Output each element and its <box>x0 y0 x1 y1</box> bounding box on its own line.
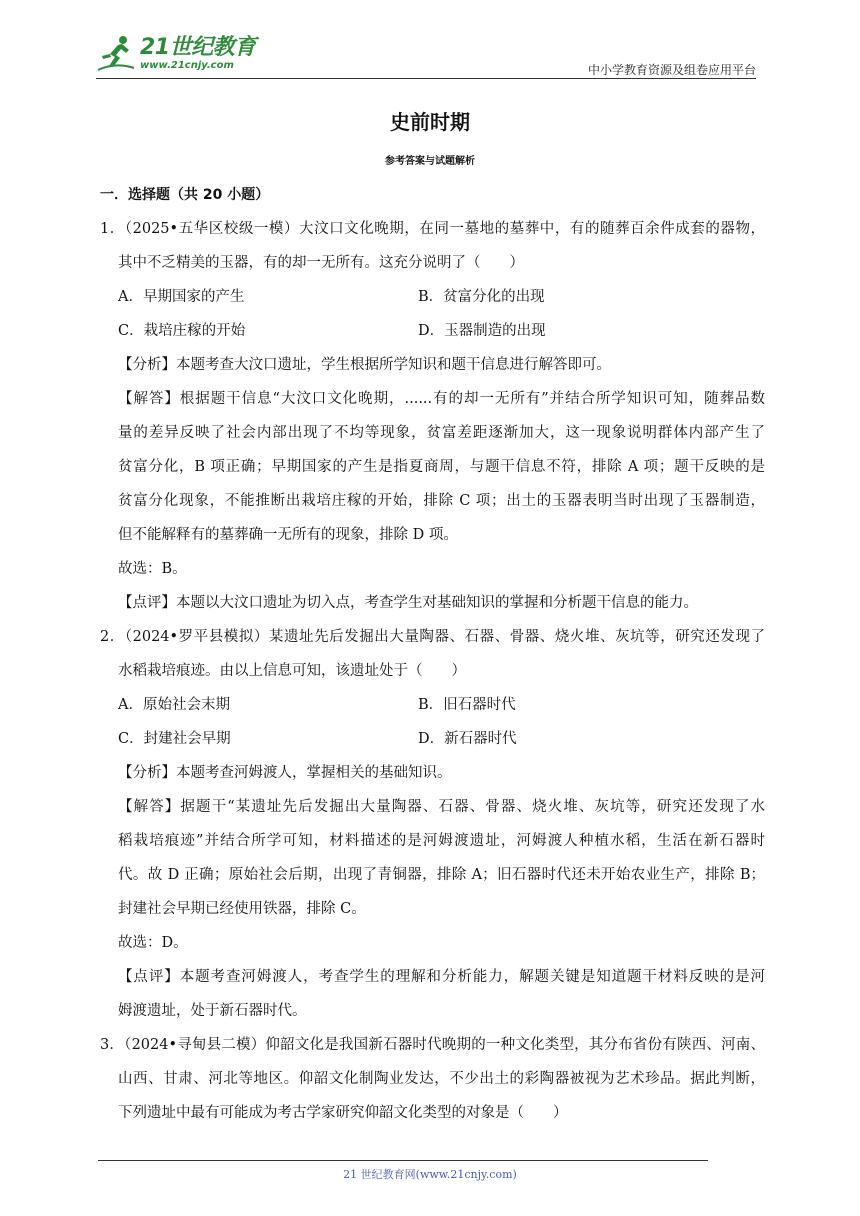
answer-line: 量的差异反映了社会内部出现了不均等现象，贫富差距逐渐加大，这一现象说明群体内部产生了 <box>118 425 765 441</box>
question-stem: 水稻栽培痕迹。由以上信息可知，该遗址处于（ ） <box>118 663 466 679</box>
answer-line: 【解答】据题干“某遗址先后发掘出大量陶器、石器、骨器、烧火堆、灰坑等，研究还发现了水 <box>118 799 765 815</box>
choice: 故选：D。 <box>118 935 188 951</box>
option-c: C．栽培庄稼的开始 <box>118 323 246 339</box>
page-title: 史前时期 <box>390 110 470 134</box>
runner-logo-icon <box>96 34 136 74</box>
footer-divider <box>98 1160 708 1161</box>
question-1 <box>100 212 765 620</box>
question-stem: 3．（2024•寻甸县二模）仰韶文化是我国新石器时代晚期的一种文化类型，其分布省份有陕西、河南、 <box>100 1037 765 1053</box>
question-stem: 下列遗址中最有可能成为考古学家研究仰韶文化类型的对象是（ ） <box>118 1105 568 1121</box>
option-a: A．原始社会末期 <box>118 697 230 713</box>
question-stem: 1．（2025•五华区校级一模）大汶口文化晚期，在同一墓地的墓葬中，有的随葬百余件成套的器物， <box>100 221 765 237</box>
comment: 姆渡遗址，处于新石器时代。 <box>118 1003 307 1019</box>
page-header <box>96 34 756 80</box>
logo-text: 21世纪教育 <box>140 35 256 60</box>
option-row <box>100 722 765 756</box>
platform-label: 中小学教育资源及组卷应用平台 <box>587 63 756 77</box>
option-b: B．旧石器时代 <box>418 697 516 713</box>
analysis: 【分析】本题考查河姆渡人，掌握相关的基础知识。 <box>118 765 452 781</box>
document-body <box>100 183 765 1130</box>
option-c: C．封建社会早期 <box>118 731 231 747</box>
footer-text: 21 世纪教育网(www.21cnjy.com) <box>343 1168 517 1181</box>
question-stem: 其中不乏精美的玉器，有的却一无所有。这充分说明了（ ） <box>118 255 524 271</box>
choice: 故选：B。 <box>118 561 187 577</box>
answer-line: 稻栽培痕迹”并结合所学可知，材料描述的是河姆渡遗址，河姆渡人种植水稻，生活在新石器时 <box>118 833 765 849</box>
answer-line: 【解答】根据题干信息“大汶口文化晚期，......有的却一无所有”并结合所学知识可知，随葬品数 <box>118 391 765 407</box>
logo-url: www.21cnjy.com <box>140 60 234 71</box>
comment: 【点评】本题以大汶口遗址为切入点，考查学生对基础知识的掌握和分析题干信息的能力。 <box>118 595 698 611</box>
logo <box>96 34 256 74</box>
section-heading: 一．选择题（共 20 小题） <box>100 187 270 203</box>
question-stem: 山西、甘肃、河北等地区。仰韶文化制陶业发达，不少出土的彩陶器被视为艺术珍品。据此判断， <box>118 1071 765 1087</box>
page-subtitle: 参考答案与试题解析 <box>385 156 475 167</box>
option-a: A．早期国家的产生 <box>118 289 245 305</box>
question-2 <box>100 620 765 1028</box>
question-3 <box>100 1028 765 1130</box>
option-row <box>100 280 765 314</box>
answer-line: 贫富分化现象，不能推断出栽培庄稼的开始，排除 C 项；出土的玉器表明当时出现了玉器制造， <box>118 493 765 509</box>
question-stem: 2．（2024•罗平县模拟）某遗址先后发掘出大量陶器、石器、骨器、烧火堆、灰坑等，研究还发现了 <box>100 629 765 645</box>
option-d: D．玉器制造的出现 <box>418 323 546 339</box>
option-b: B．贫富分化的出现 <box>418 289 545 305</box>
answer-line: 贫富分化，B 项正确；早期国家的产生是指夏商周，与题干信息不符，排除 A 项；题干反映的是 <box>118 459 765 475</box>
analysis: 【分析】本题考查大汶口遗址，学生根据所学知识和题干信息进行解答即可。 <box>118 357 611 373</box>
answer-line: 但不能解释有的墓葬确一无所有的现象，排除 D 项。 <box>118 527 458 543</box>
option-row <box>100 314 765 348</box>
comment: 【点评】本题考查河姆渡人，考查学生的理解和分析能力，解题关键是知道题干材料反映的是河 <box>118 969 765 985</box>
header-divider <box>96 78 756 79</box>
answer-line: 代。故 D 正确；原始社会后期，出现了青铜器，排除 A；旧石器时代还未开始农业生产，排除 B； <box>118 867 765 883</box>
option-d: D．新石器时代 <box>418 731 517 747</box>
option-row <box>100 688 765 722</box>
answer-line: 封建社会早期已经使用铁器，排除 C。 <box>118 901 366 917</box>
